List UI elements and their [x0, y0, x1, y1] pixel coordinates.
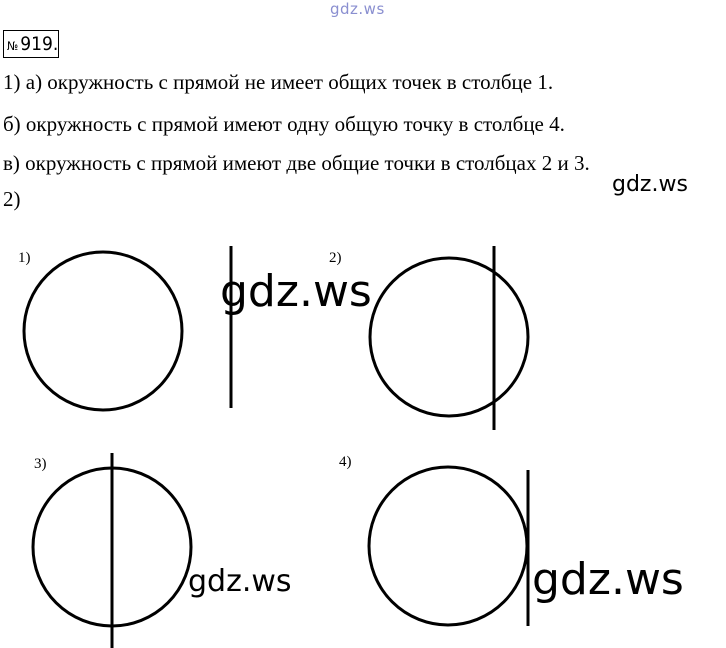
figure-4 — [339, 454, 528, 626]
figure-label-1: 1) — [18, 250, 31, 266]
figure-label-4: 4) — [339, 454, 352, 470]
figure-1 — [18, 246, 231, 410]
task-number: 919. — [20, 33, 59, 55]
circle-2 — [370, 258, 528, 416]
answer-line-1: 1) а) окружность с прямой не имеет общих точек в столбце 1. — [3, 70, 554, 94]
watermark-large-1: gdz.ws — [220, 266, 372, 317]
answer-line-2: б) окружность с прямой имеют одну общую точку в столбце 4. — [3, 112, 565, 136]
watermark-large-3: gdz.ws — [532, 554, 684, 605]
circle-1 — [24, 252, 182, 410]
watermark-top: gdz.ws — [330, 0, 385, 18]
figure-3 — [33, 453, 191, 648]
figure-label-2: 2) — [329, 250, 342, 266]
answer-line-4: 2) — [3, 187, 21, 211]
figure-label-3: 3) — [34, 456, 47, 472]
answer-line-3: в) окружность с прямой имеют две общие точки в столбцах 2 и 3. — [3, 151, 590, 175]
circle-4 — [369, 467, 527, 625]
number-sign: № — [7, 39, 19, 53]
watermark-small: gdz.ws — [612, 172, 688, 197]
watermark-large-2: gdz.ws — [188, 564, 292, 599]
